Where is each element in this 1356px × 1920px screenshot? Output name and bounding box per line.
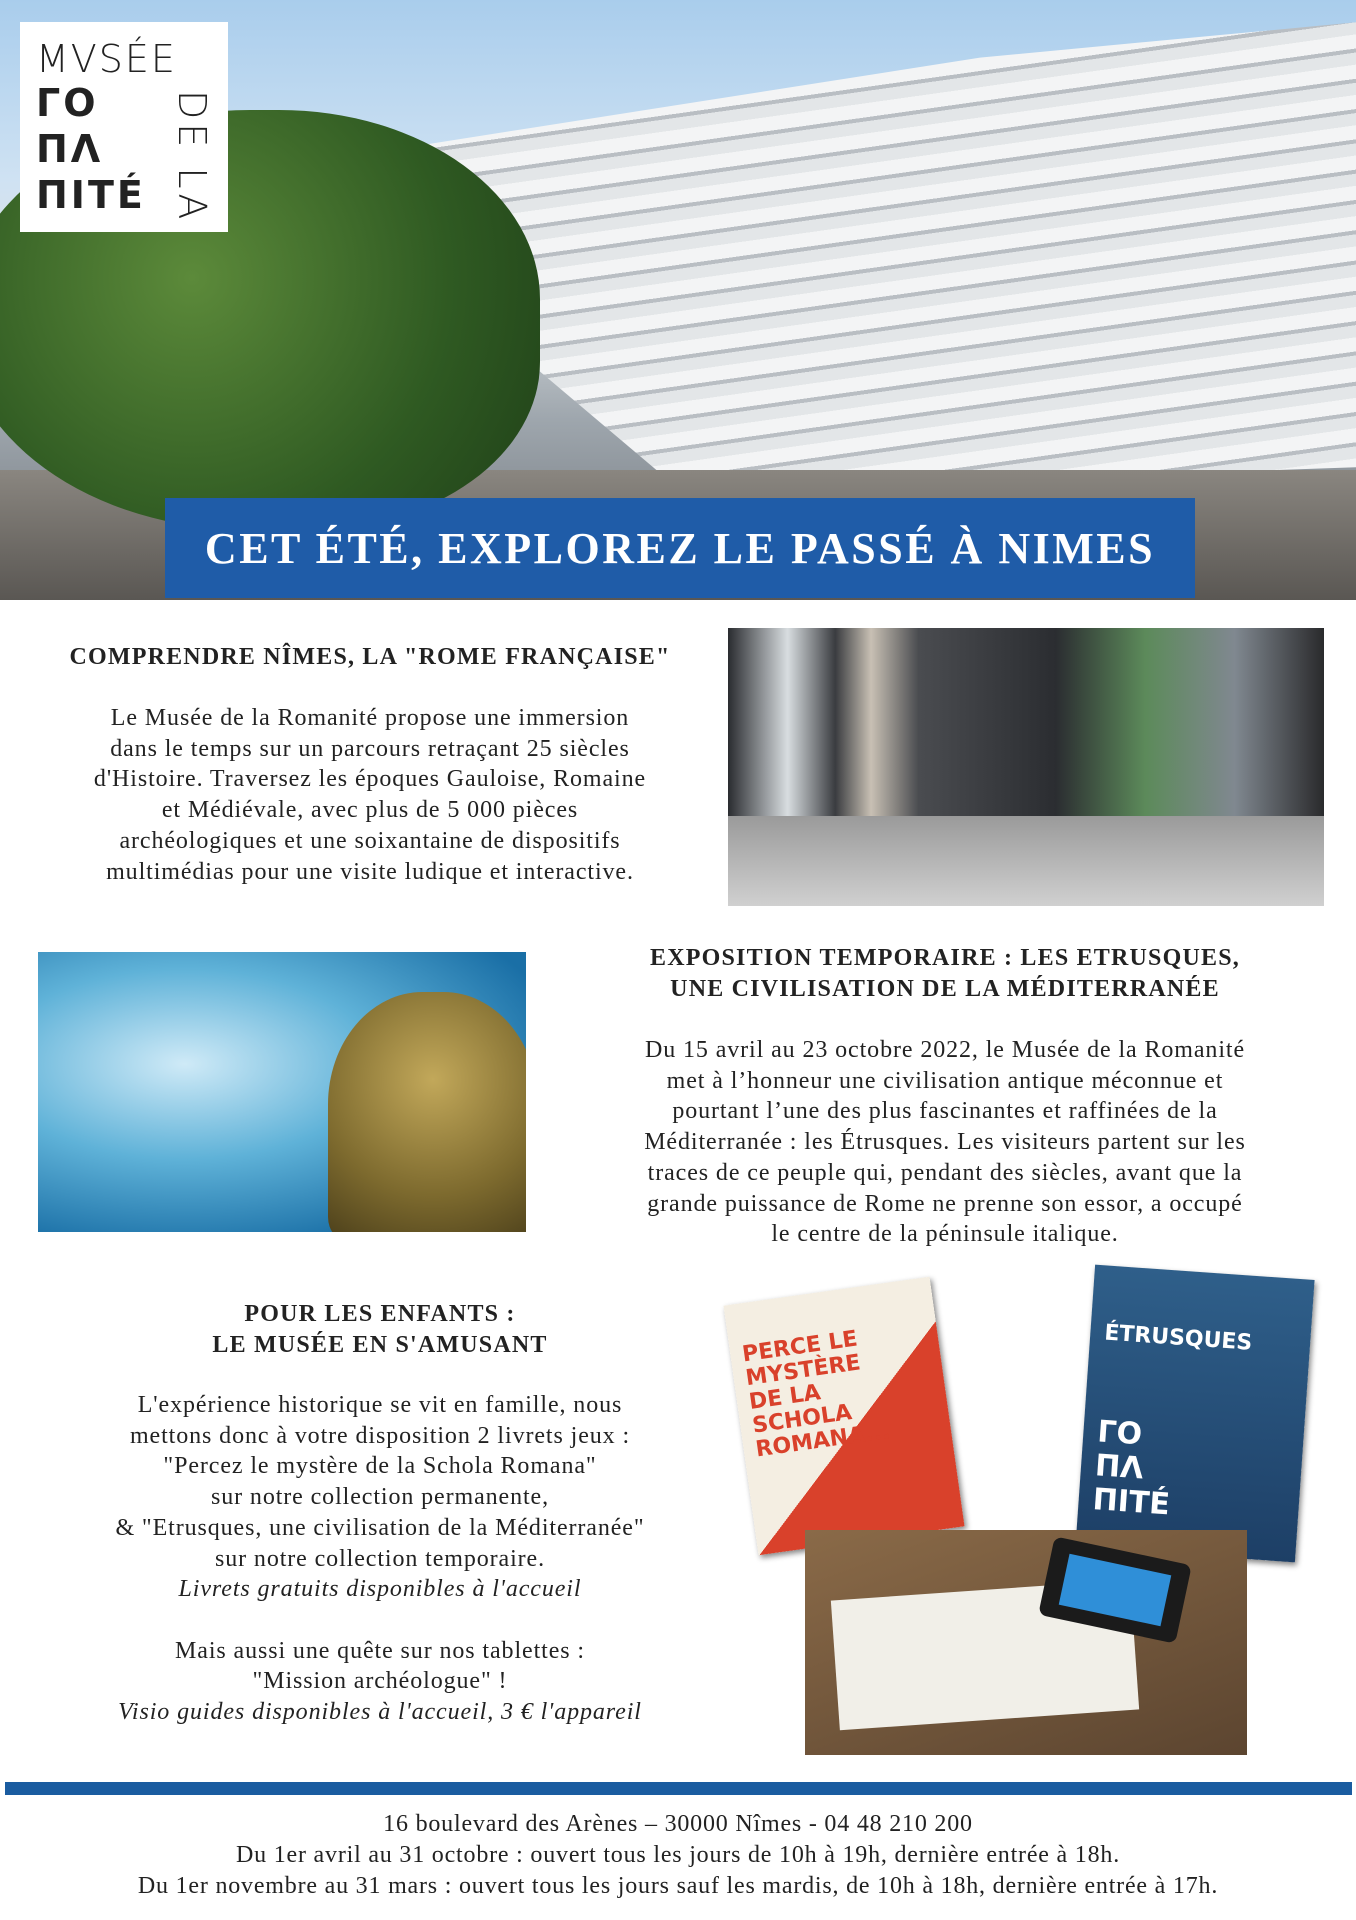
headline-banner: CET ÉTÉ, EXPLOREZ LE PASSÉ À NIMES	[165, 498, 1195, 598]
section3-heading: POUR LES ENFANTS : LE MUSÉE EN S'AMUSANT	[212, 1301, 548, 1358]
section2-text: Du 15 avril au 23 octobre 2022, le Musée de la Romanité met à l’honneur une civilisation antique méconnue et pourtant l’une des plus fascinantes et raffinées de la Méditerranée : les Étrusques. Les visiteurs partent sur les traces de ce peuple qui, pendant des siècles, avant que la grande puissance de Rome ne prenne son essor, a occupé le centre de la péninsule italique.	[644, 1037, 1246, 1248]
logo-line: MVSÉE	[36, 37, 177, 81]
museum-logo	[20, 22, 228, 232]
logo-vertical: DE LA	[170, 90, 214, 224]
section2-heading: EXPOSITION TEMPORAIRE : LES ETRUSQUES, UNE CIVILISATION DE LA MÉDITERRANÉE	[650, 945, 1240, 1002]
booklet-etrusques: ÉTRUSQUES ΓΟ ΠΛ ΠΙΤÉ	[1075, 1265, 1314, 1563]
footer-hours-summer: Du 1er avril au 31 octobre : ouvert tous les jours de 10h à 19h, dernière entrée à 18h.	[235, 1842, 1120, 1868]
footer-divider	[5, 1782, 1352, 1795]
booklet-schola-romana: PERCE LE MYSTÈRE DE LA SCHOLA ROMANA...	[723, 1277, 964, 1555]
footer-address: 16 boulevard des Arènes – 30000 Nîmes - 04 48 210 200	[383, 1811, 973, 1837]
museum-interior-photo	[728, 628, 1324, 906]
diploma-and-tablet-photo	[805, 1530, 1247, 1755]
etruscan-statue-image	[38, 952, 526, 1232]
section1-heading: COMPRENDRE NÎMES, LA "ROME FRANÇAISE"	[69, 644, 671, 670]
logo-line: ΠΙΤÉ	[36, 173, 146, 217]
logo-line: ΠΛ	[36, 127, 104, 171]
section3-text: L'expérience historique se vit en famille, nous mettons donc à votre disposition 2 livrets jeux : "Percez le mystère de la Schola Romana" sur notre collection permanente, & "Etrusques, une civilisation de la Méditerranée" sur notre collection temporaire. Livrets gratuits disponibles à l'accueil Mais aussi une quête sur nos tablettes : "Mission archéologue" ! Visio guides disponibles à l'accueil, 3 € l'appareil	[115, 1392, 645, 1726]
footer-hours-winter: Du 1er novembre au 31 mars : ouvert tous les jours sauf les mardis, de 10h à 18h, dernière entrée à 17h.	[137, 1873, 1219, 1899]
logo-line: ΓΟ	[36, 81, 99, 125]
section1-text: Le Musée de la Romanité propose une immersion dans le temps sur un parcours retraçant 25 siècles d'Histoire. Traversez les époques Gauloise, Romaine et Médiévale, avec plus de 5 000 pièces archéologiques et une soixantaine de dispositifs multimédias pour une visite ludique et interactive.	[93, 705, 647, 885]
